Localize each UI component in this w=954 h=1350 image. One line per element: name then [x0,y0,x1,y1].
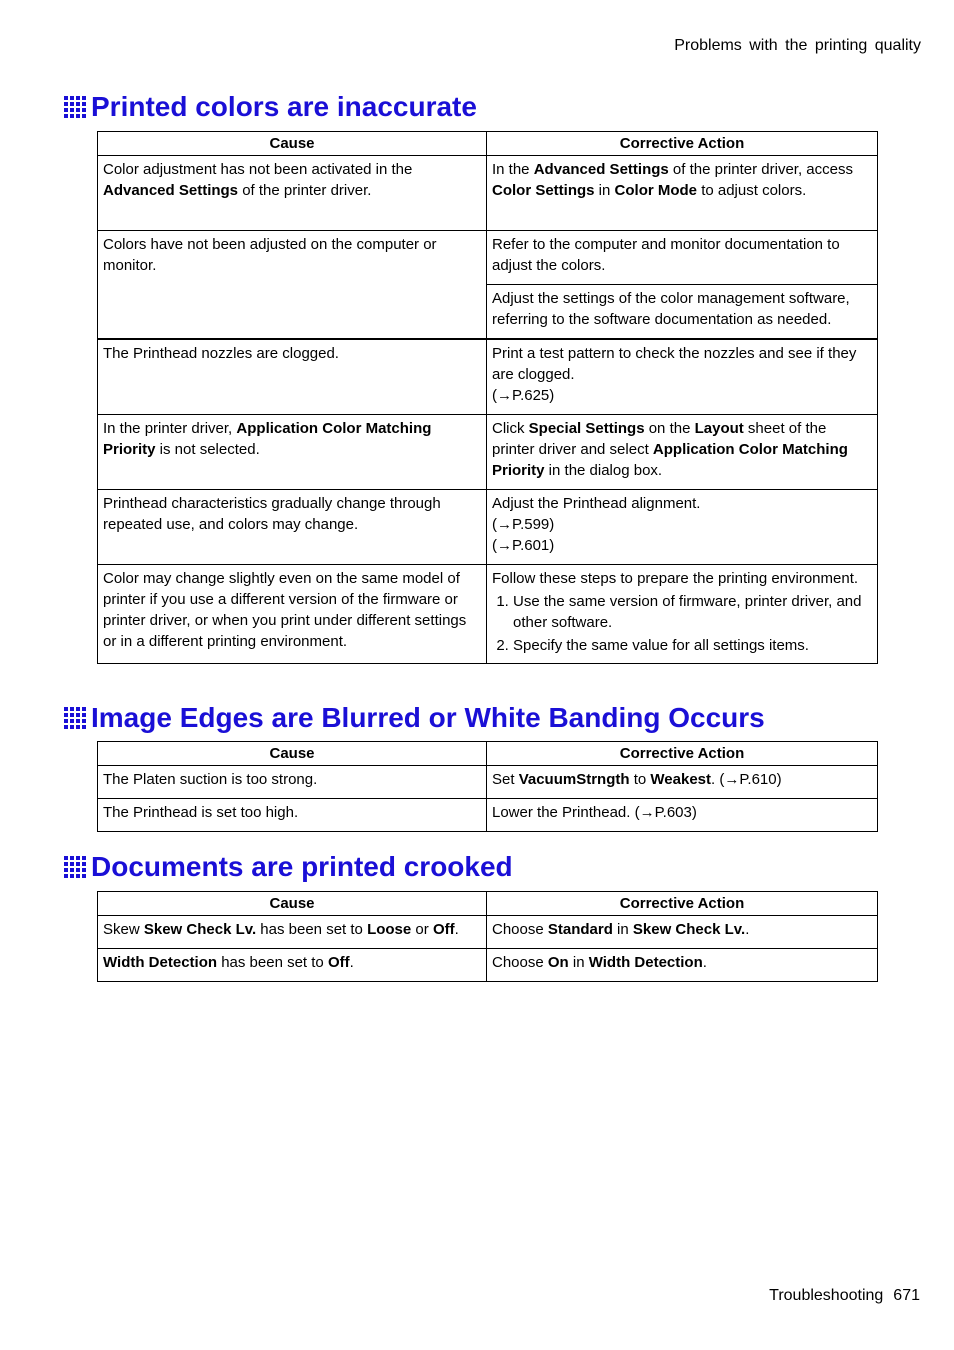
table-row [98,949,878,982]
cause-cell: Printhead characteristics gradually change through repeated use, and colors may change. [98,490,487,565]
column-header-action: Corrective Action [487,132,878,156]
cause-cell: Width Detection has been set to Off. [98,949,487,982]
table-row [98,799,878,832]
colors-table [97,131,878,664]
action-cell: Lower the Printhead. (→P.603) [487,799,878,832]
column-header-cause: Cause [98,742,487,766]
grid-bullet-icon [64,856,86,878]
steps-list [492,591,872,656]
table-header-row [98,132,878,156]
action-cell: Click Special Settings on the Layout sheet of the printer driver and select Application Color Matching Priority in the dialog box. [487,415,878,490]
section-title-text: Image Edges are Blurred or White Banding Occurs [91,702,765,733]
action-cell: In the Advanced Settings of the printer driver, access Color Settings in Color Mode to adjust colors. [487,156,878,231]
action-cell: Print a test pattern to check the nozzles and see if they are clogged. (→P.625) [487,339,878,415]
table-row [98,916,878,949]
cause-cell: Colors have not been adjusted on the computer or monitor. [98,231,487,340]
section-title-text: Printed colors are inaccurate [91,91,477,122]
action-cell: Follow these steps to prepare the printing environment. 1. Use the same version of firmware, printer driver, and other software. 2. Specify the same value for all settings items. [487,565,878,664]
section-title-crooked [64,851,513,883]
cause-cell: The Platen suction is too strong. [98,766,487,799]
action-cell: Adjust the Printhead alignment. (→P.599) (→P.601) [487,490,878,565]
cause-cell: The Printhead is set too high. [98,799,487,832]
running-header: Problems with the printing quality [674,37,921,54]
list-item: 2. Specify the same value for all settings items. [513,635,872,656]
action-cell: Set VacuumStrngth to Weakest. (→P.610) [487,766,878,799]
list-item: 1. Use the same version of firmware, printer driver, and other software. [513,591,872,633]
table-row [98,156,878,231]
column-header-cause: Cause [98,132,487,156]
grid-bullet-icon [64,707,86,729]
table-row [98,490,878,565]
action-cell: Refer to the computer and monitor documentation to adjust the colors. [487,231,878,285]
crooked-table [97,891,878,982]
cause-cell: The Printhead nozzles are clogged. [98,339,487,415]
table-row [98,565,878,664]
page-reference: (→P.625) [492,387,555,404]
page-number: 671 [893,1287,920,1304]
action-cell: Choose Standard in Skew Check Lv.. [487,916,878,949]
table-header-row [98,742,878,766]
footer-section: Troubleshooting [769,1287,884,1304]
column-header-action: Corrective Action [487,892,878,916]
page-reference: (→P.601) [492,537,555,554]
page-reference: (→P.599) [492,516,555,533]
page-footer [769,1287,920,1305]
action-cell: Choose On in Width Detection. [487,949,878,982]
table-row [98,339,878,415]
section-title-text: Documents are printed crooked [91,851,513,882]
cause-cell: Skew Skew Check Lv. has been set to Loose or Off. [98,916,487,949]
grid-bullet-icon [64,96,86,118]
column-header-action: Corrective Action [487,742,878,766]
table-header-row [98,892,878,916]
cause-cell: Color may change slightly even on the same model of printer if you use a different version of the firmware or printer driver, or when you print under different settings or in a different printing environment. [98,565,487,664]
column-header-cause: Cause [98,892,487,916]
edges-table [97,741,878,832]
section-title-colors [64,91,477,123]
table-row [98,766,878,799]
table-row [98,231,878,285]
cause-cell: Color adjustment has not been activated in the Advanced Settings of the printer driver. [98,156,487,231]
action-cell: Adjust the settings of the color management software, referring to the software documentation as needed. [487,285,878,340]
cause-cell: In the printer driver, Application Color Matching Priority is not selected. [98,415,487,490]
table-row [98,415,878,490]
section-title-edges [64,702,765,734]
